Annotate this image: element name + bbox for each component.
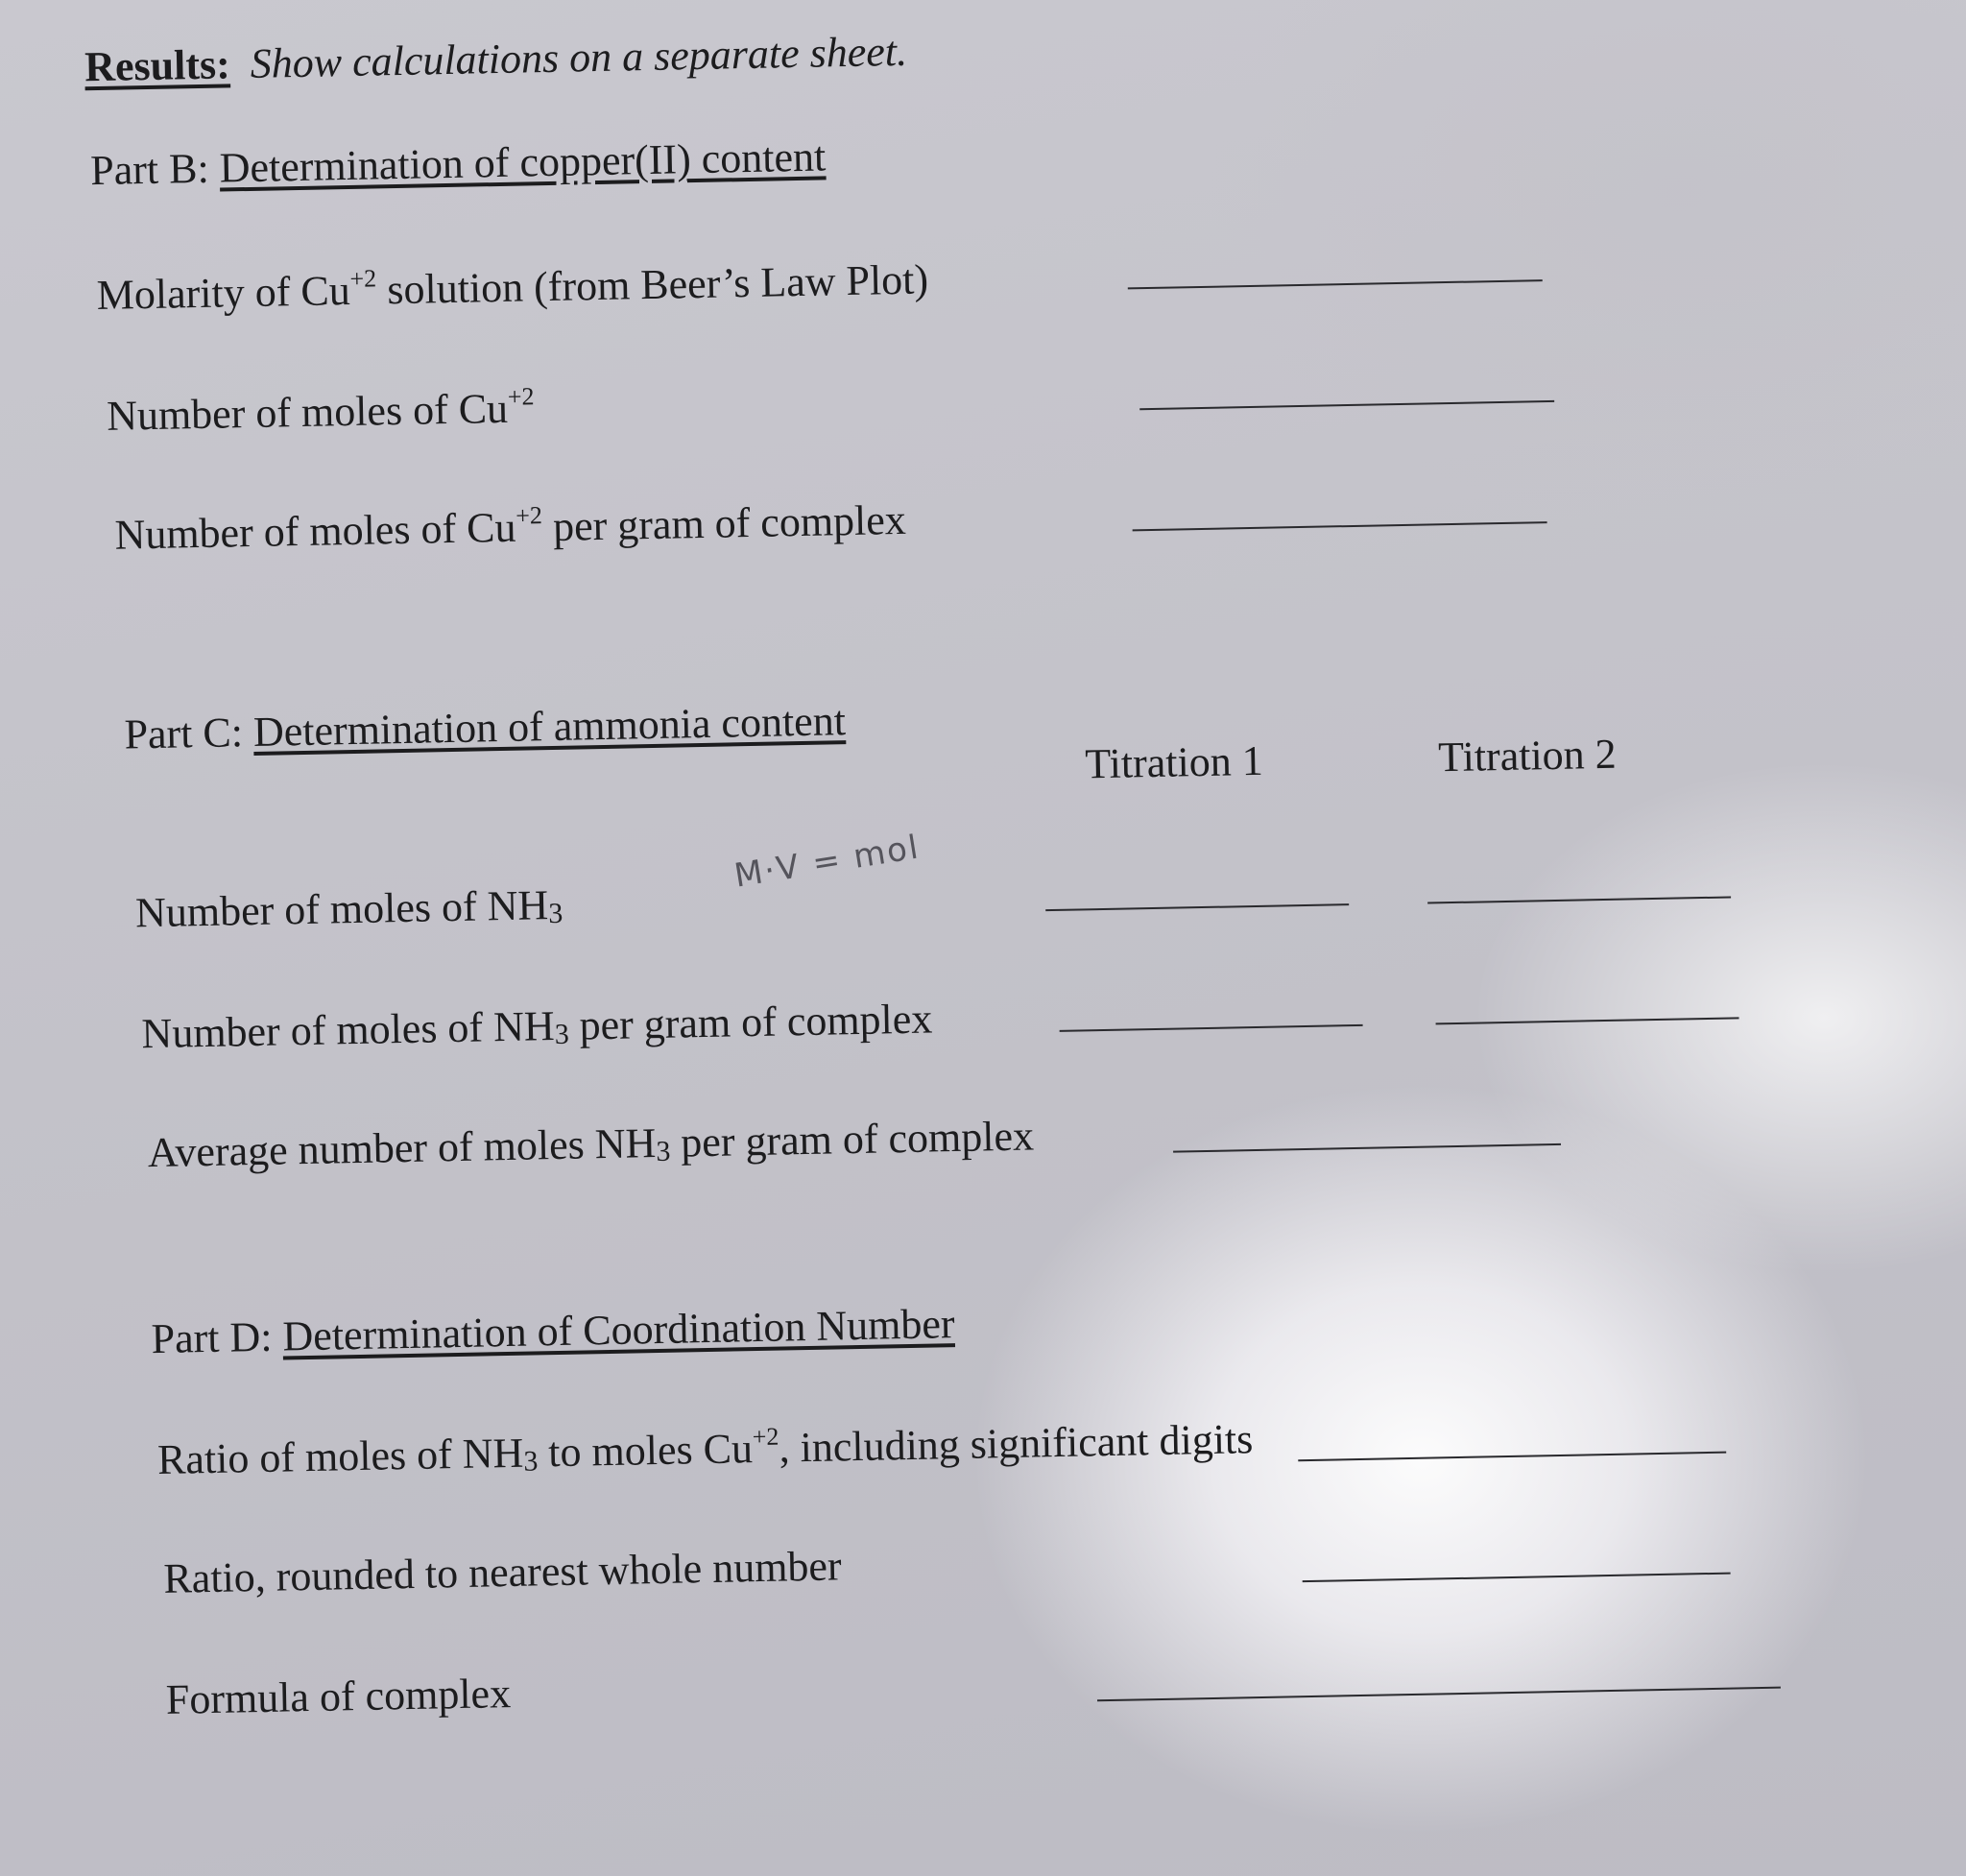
part-b-row-moles-cu: [107, 383, 536, 442]
answer-blank-average-nh3[interactable]: [1173, 1143, 1561, 1153]
row-label-pre: Average number of moles NH: [147, 1119, 657, 1177]
row-label-sub: 3: [548, 897, 563, 930]
answer-blank-moles-cu[interactable]: [1139, 400, 1554, 410]
part-d-heading: [151, 1299, 955, 1364]
part-b-row-molarity: [96, 254, 928, 321]
row-label-pre: Number of moles of Cu: [114, 503, 516, 559]
part-c-row-moles-nh3: [135, 880, 563, 939]
answer-blank-formula[interactable]: [1097, 1687, 1781, 1702]
row-label-post: per gram of complex: [669, 1112, 1035, 1166]
row-label-sup: +2: [349, 264, 377, 293]
part-b-heading: [90, 132, 827, 196]
part-d-prefix: Part D:: [151, 1312, 273, 1363]
ratio-label-sub: 3: [523, 1445, 539, 1478]
row-label-sup: +2: [507, 382, 535, 411]
answer-blank-moles-nh3-per-gram-t2[interactable]: [1436, 1017, 1739, 1024]
results-note: Show calculations on a separate sheet.: [250, 27, 908, 87]
ratio-label-pre: Ratio of moles of NH: [156, 1429, 524, 1484]
part-c-row-average: [147, 1111, 1034, 1178]
row-label-pre: Molarity of Cu: [96, 266, 351, 320]
part-b-title: Determination of copper(II) content: [219, 132, 827, 192]
answer-blank-moles-nh3-t2[interactable]: [1427, 896, 1731, 903]
rounded-label: Ratio, rounded to nearest whole number: [162, 1542, 843, 1602]
ratio-label-sup: +2: [752, 1422, 779, 1452]
results-label: Results:: [84, 40, 231, 91]
column-header-titration-2: Titration 2: [1437, 730, 1618, 782]
row-label-pre: Number of moles of NH: [134, 881, 549, 937]
row-label-sup: +2: [515, 501, 543, 530]
answer-blank-moles-cu-per-gram[interactable]: [1133, 521, 1547, 531]
answer-blank-rounded-ratio[interactable]: [1303, 1573, 1731, 1583]
handwritten-note: M·V = mol: [731, 828, 923, 896]
row-label-post: per gram of complex: [541, 495, 907, 551]
part-c-heading: [124, 696, 846, 759]
answer-blank-moles-nh3-per-gram-t1[interactable]: [1060, 1024, 1363, 1032]
row-label-pre: Number of moles of Cu: [106, 384, 509, 440]
part-d-row-ratio: [157, 1414, 1254, 1485]
part-c-title: Determination of ammonia content: [252, 697, 847, 756]
part-c-prefix: Part C:: [124, 709, 244, 758]
results-heading: [84, 27, 908, 92]
part-d-row-rounded: [163, 1541, 842, 1604]
part-b-prefix: Part B:: [89, 144, 210, 195]
part-d-row-formula: [165, 1669, 511, 1725]
part-c-row-moles-nh3-per-gram: [141, 994, 933, 1059]
answer-blank-ratio[interactable]: [1298, 1452, 1726, 1462]
row-label-sub: 3: [656, 1135, 671, 1168]
ratio-label-post: , including significant digits: [779, 1415, 1254, 1472]
answer-blank-molarity[interactable]: [1128, 279, 1543, 289]
ratio-label-mid: to moles Cu: [537, 1425, 754, 1477]
row-label-post: per gram of complex: [568, 995, 933, 1049]
row-label-pre: Number of moles of NH: [141, 1002, 556, 1058]
part-b-row-moles-cu-per-gram: [114, 495, 906, 561]
row-label-sub: 3: [554, 1018, 570, 1051]
part-d-title: Determination of Coordination Number: [282, 1300, 956, 1360]
column-header-titration-1: Titration 1: [1084, 736, 1264, 788]
row-label-post: solution (from Beer’s Law Plot): [375, 255, 929, 314]
formula-label: Formula of complex: [165, 1670, 512, 1723]
answer-blank-moles-nh3-t1[interactable]: [1045, 903, 1349, 911]
